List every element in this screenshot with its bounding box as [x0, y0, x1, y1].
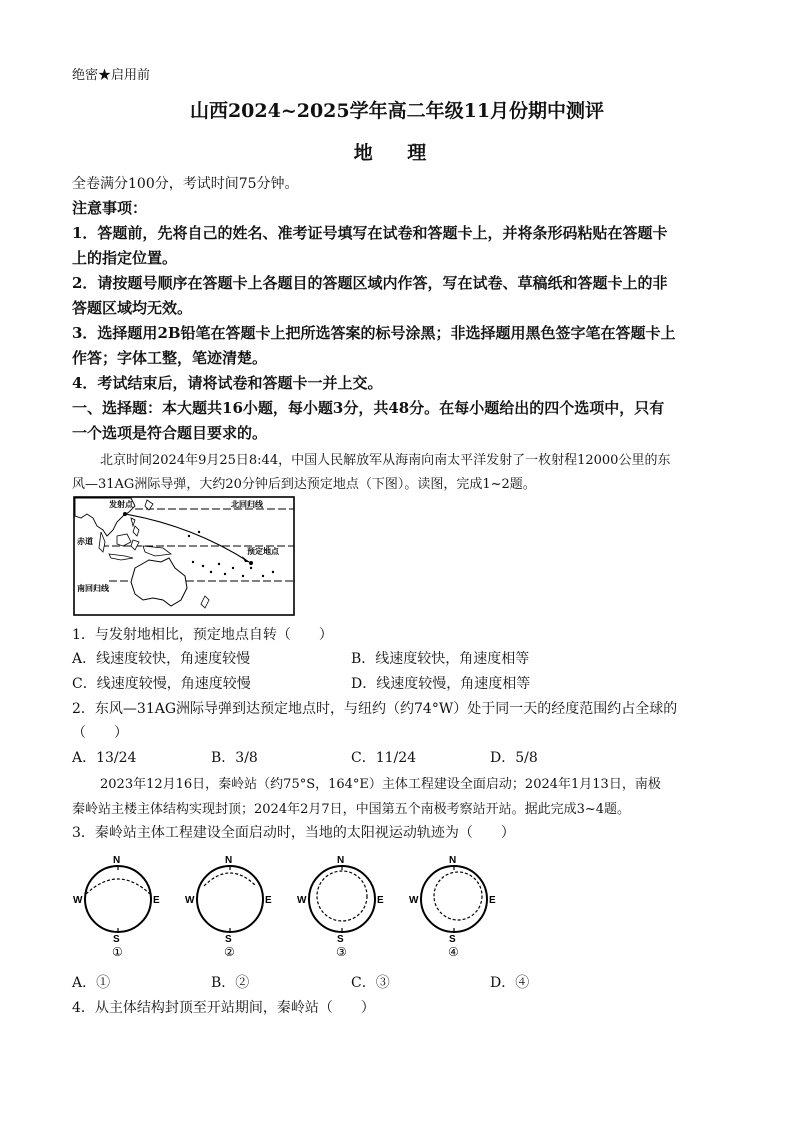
svg-text:S: S: [337, 934, 344, 945]
svg-text:E: E: [153, 895, 160, 906]
q3-option-a[interactable]: A．①: [72, 975, 111, 991]
q2-option-b[interactable]: B．3/8: [211, 750, 258, 766]
notice-4: 4．考试结束后，请将试卷和答题卡一并上交。: [72, 374, 383, 392]
sun-path-diagram-4: [408, 854, 498, 960]
sun-path-diagram-2: [184, 854, 274, 960]
q1-option-d[interactable]: D．线速度较慢，角速度相等: [351, 676, 531, 692]
svg-text:N: N: [337, 855, 345, 866]
missile-map: [73, 496, 295, 616]
q3-stem: 3．秦岭站主体工程建设全面启动时，当地的太阳视运动轨迹为（ ）: [72, 825, 515, 841]
svg-text:S: S: [113, 934, 120, 945]
svg-text:E: E: [377, 895, 384, 906]
q3-option-c[interactable]: C．③: [351, 975, 390, 991]
q2-option-a[interactable]: A．13/24: [72, 750, 137, 766]
section-heading-2: 一个选项是符合题目要求的。: [72, 424, 268, 442]
svg-text:③: ③: [336, 945, 347, 959]
exam-title: 山西2024~2025学年高二年级11月份期中测评: [189, 100, 605, 122]
notice-1b: 上的指定位置。: [72, 249, 178, 267]
q4-stem: 4．从主体结构封顶至开站期间，秦岭站（ ）: [72, 1000, 375, 1016]
q3-option-b[interactable]: B．②: [211, 975, 250, 991]
label-equator: 赤道: [77, 537, 93, 546]
notice-2b: 答题区域均无效。: [72, 299, 193, 317]
q2-paren: （ ）: [72, 725, 128, 741]
passage1-line1: 北京时间2024年9月25日8:44，中国人民解放军从海南向南太平洋发射了一枚射程12000公里的东: [100, 453, 671, 468]
label-target: 预定地点: [247, 547, 279, 556]
svg-text:S: S: [225, 934, 232, 945]
q2-option-d[interactable]: D．5/8: [490, 750, 538, 766]
svg-text:E: E: [265, 895, 272, 906]
sun-path-diagram-1: [72, 854, 162, 960]
passage1-line2: 风—31AG洲际导弹，大约20分钟后到达预定地点（下图）。读图，完成1~2题。: [72, 477, 536, 492]
svg-text:N: N: [225, 855, 233, 866]
q1-stem: 1．与发射地相比，预定地点自转（ ）: [72, 627, 333, 643]
notice-2a: 2．请按题号顺序在答题卡上各题目的答题区域内作答，写在试卷、草稿纸和答题卡上的非: [72, 274, 668, 292]
notice-1a: 1．答题前，先将自己的姓名、准考证号填写在试卷和答题卡上，并将条形码粘贴在答题卡: [72, 224, 668, 242]
label-tropic-n: 北回归线: [231, 500, 263, 509]
q2-option-c[interactable]: C．11/24: [351, 750, 417, 766]
passage2-line2: 秦岭站主楼主体结构实现封顶；2024年2月7日，中国第五个南极考察站开站。据此完成3~4题。: [72, 802, 631, 817]
launch-point-marker: [123, 512, 127, 516]
label-launch: 发射点: [109, 500, 133, 509]
score-line: 全卷满分100分，考试时间75分钟。: [72, 176, 299, 192]
passage2-line1: 2023年12月16日，秦岭站（约75°S，164°E）主体工程建设全面启动；2024年1月13日，南极: [100, 777, 661, 792]
notice-3a: 3．选择题用2B铅笔在答题卡上把所选答案的标号涂黑；非选择题用黑色签字笔在答题卡上: [72, 324, 676, 342]
svg-text:W: W: [409, 895, 419, 906]
target-point-marker: [249, 561, 253, 565]
label-tropic-s: 南回归线: [77, 584, 109, 593]
svg-text:W: W: [185, 895, 195, 906]
subject-title: 地 理: [353, 142, 441, 164]
notice-3b: 作答；字体工整，笔迹清楚。: [72, 349, 268, 367]
q1-option-c[interactable]: C．线速度较慢，角速度较慢: [72, 676, 251, 692]
svg-text:E: E: [489, 895, 496, 906]
svg-text:②: ②: [224, 945, 235, 959]
q1-option-a[interactable]: A．线速度较快，角速度较慢: [72, 651, 251, 667]
notice-title: 注意事项：: [72, 199, 148, 217]
q2-stem: 2．东风—31AG洲际导弹到达预定地点时，与纽约（约74°W）处于同一天的经度范围约占全球的: [72, 701, 678, 717]
svg-text:W: W: [297, 895, 307, 906]
svg-text:N: N: [113, 855, 121, 866]
q3-option-d[interactable]: D．④: [490, 975, 530, 991]
svg-text:N: N: [449, 855, 457, 866]
svg-text:④: ④: [448, 945, 459, 959]
svg-text:①: ①: [112, 945, 123, 959]
section-heading-1: 一、选择题：本大题共16小题，每小题3分，共48分。在每小题给出的四个选项中，只有: [72, 399, 665, 417]
svg-text:S: S: [449, 934, 456, 945]
q1-option-b[interactable]: B．线速度较快，角速度相等: [351, 651, 530, 667]
sun-path-diagram-3: [296, 854, 386, 960]
secret-label: 绝密★启用前: [72, 68, 151, 83]
svg-text:W: W: [73, 895, 83, 906]
